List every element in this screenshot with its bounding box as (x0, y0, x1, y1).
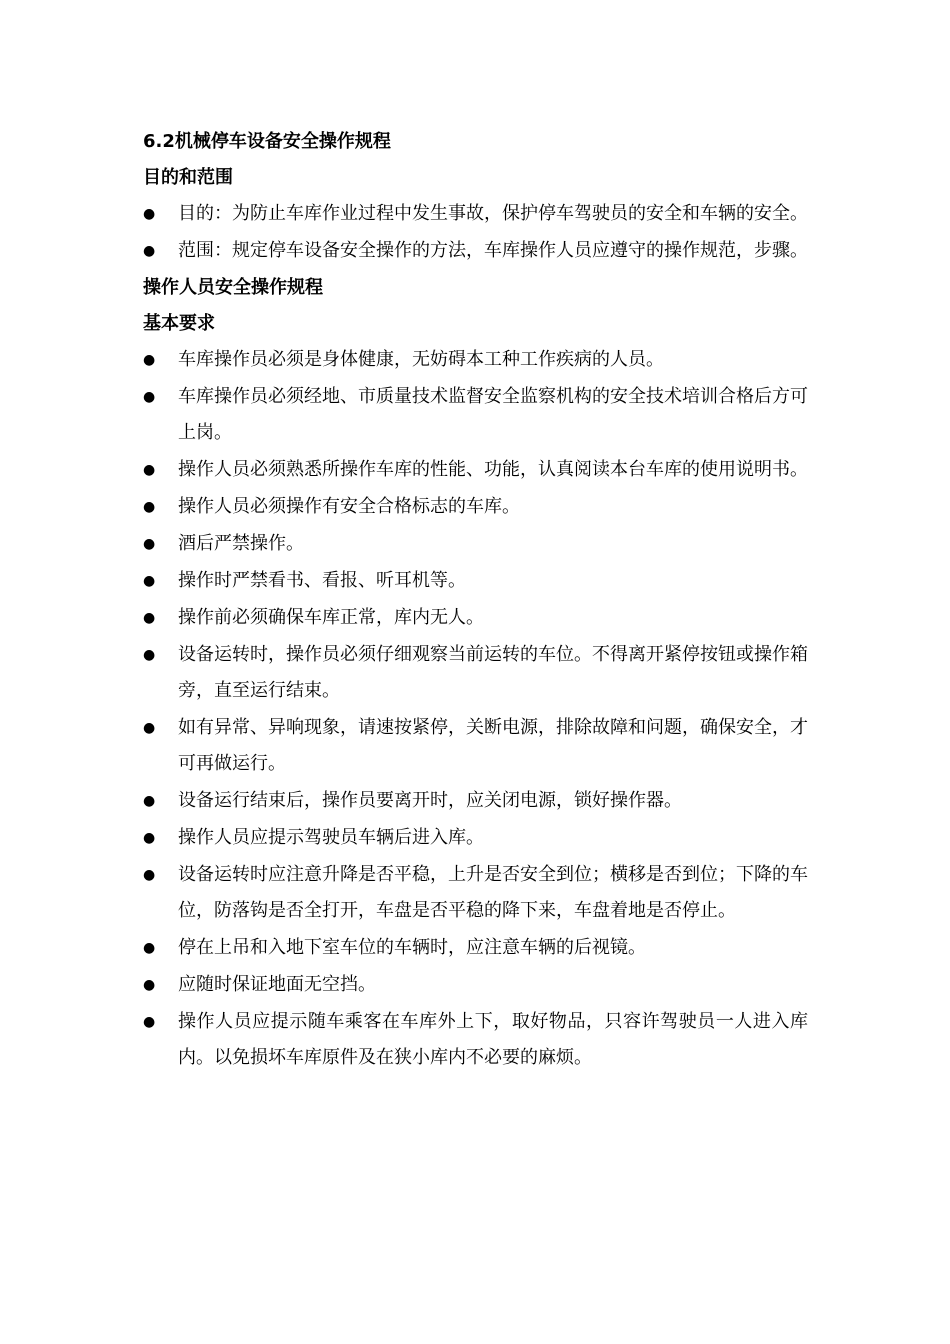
bullet-icon: ● (143, 499, 156, 515)
section-title: 6.2机械停车设备安全操作规程 (143, 131, 391, 152)
list-item: ● 操作人员应提示驾驶员车辆后进入库。 (143, 820, 808, 856)
list-item: ● 操作人员应提示随车乘客在车库外上下，取好物品，只容许驾驶员一人进入库内。以免损坏车库原件及在狭小库内不必要的麻烦。 (143, 1004, 808, 1076)
list-item: ● 应随时保证地面无空挡。 (143, 967, 808, 1003)
basic-requirements-list (143, 342, 808, 1076)
document-body (143, 124, 808, 1077)
bullet-icon: ● (143, 830, 156, 846)
list-item: ● 停在上吊和入地下室车位的车辆时，应注意车辆的后视镜。 (143, 930, 808, 966)
list-item: ● 操作时严禁看书、看报、听耳机等。 (143, 563, 808, 599)
bullet-icon: ● (143, 536, 156, 552)
list-item: ● 设备运行结束后，操作员要离开时，应关闭电源，锁好操作器。 (143, 783, 808, 819)
bullet-icon: ● (143, 647, 156, 663)
basic-requirements-heading: 基本要求 (143, 313, 215, 334)
list-item: ● 目的：为防止车库作业过程中发生事故，保护停车驾驶员的安全和车辆的安全。 (143, 196, 808, 232)
list-item: ● 设备运转时，操作员必须仔细观察当前运转的车位。不得离开紧停按钮或操作箱旁，直至运行结束。 (143, 637, 808, 709)
list-item: ● 操作人员必须操作有安全合格标志的车库。 (143, 489, 808, 525)
list-item: ● 酒后严禁操作。 (143, 526, 808, 562)
bullet-icon: ● (143, 389, 156, 405)
list-item: ● 操作人员必须熟悉所操作车库的性能、功能，认真阅读本台车库的使用说明书。 (143, 452, 808, 488)
bullet-icon: ● (143, 352, 156, 368)
bullet-icon: ● (143, 793, 156, 809)
bullet-icon: ● (143, 573, 156, 589)
list-item: ● 车库操作员必须经地、市质量技术监督安全监察机构的安全技术培训合格后方可上岗。 (143, 379, 808, 451)
bullet-icon: ● (143, 977, 156, 993)
bullet-icon: ● (143, 1014, 156, 1030)
bullet-icon: ● (143, 867, 156, 883)
bullet-icon: ● (143, 610, 156, 626)
list-item: ● 车库操作员必须是身体健康，无妨碍本工种工作疾病的人员。 (143, 342, 808, 378)
bullet-icon: ● (143, 462, 156, 478)
purpose-heading: 目的和范围 (143, 167, 233, 188)
list-item: ● 如有异常、异响现象，请速按紧停，关断电源，排除故障和问题，确保安全，才可再做运行。 (143, 710, 808, 782)
list-item: ● 操作前必须确保车库正常，库内无人。 (143, 600, 808, 636)
bullet-icon: ● (143, 206, 156, 222)
list-item: ● 设备运转时应注意升降是否平稳，上升是否安全到位；横移是否到位；下降的车位，防落钩是否全打开，车盘是否平稳的降下来，车盘着地是否停止。 (143, 857, 808, 929)
bullet-icon: ● (143, 720, 156, 736)
bullet-icon: ● (143, 940, 156, 956)
purpose-list (143, 196, 808, 269)
bullet-icon: ● (143, 243, 156, 259)
list-item: ● 范围：规定停车设备安全操作的方法，车库操作人员应遵守的操作规范，步骤。 (143, 233, 808, 269)
operator-heading: 操作人员安全操作规程 (143, 277, 323, 298)
